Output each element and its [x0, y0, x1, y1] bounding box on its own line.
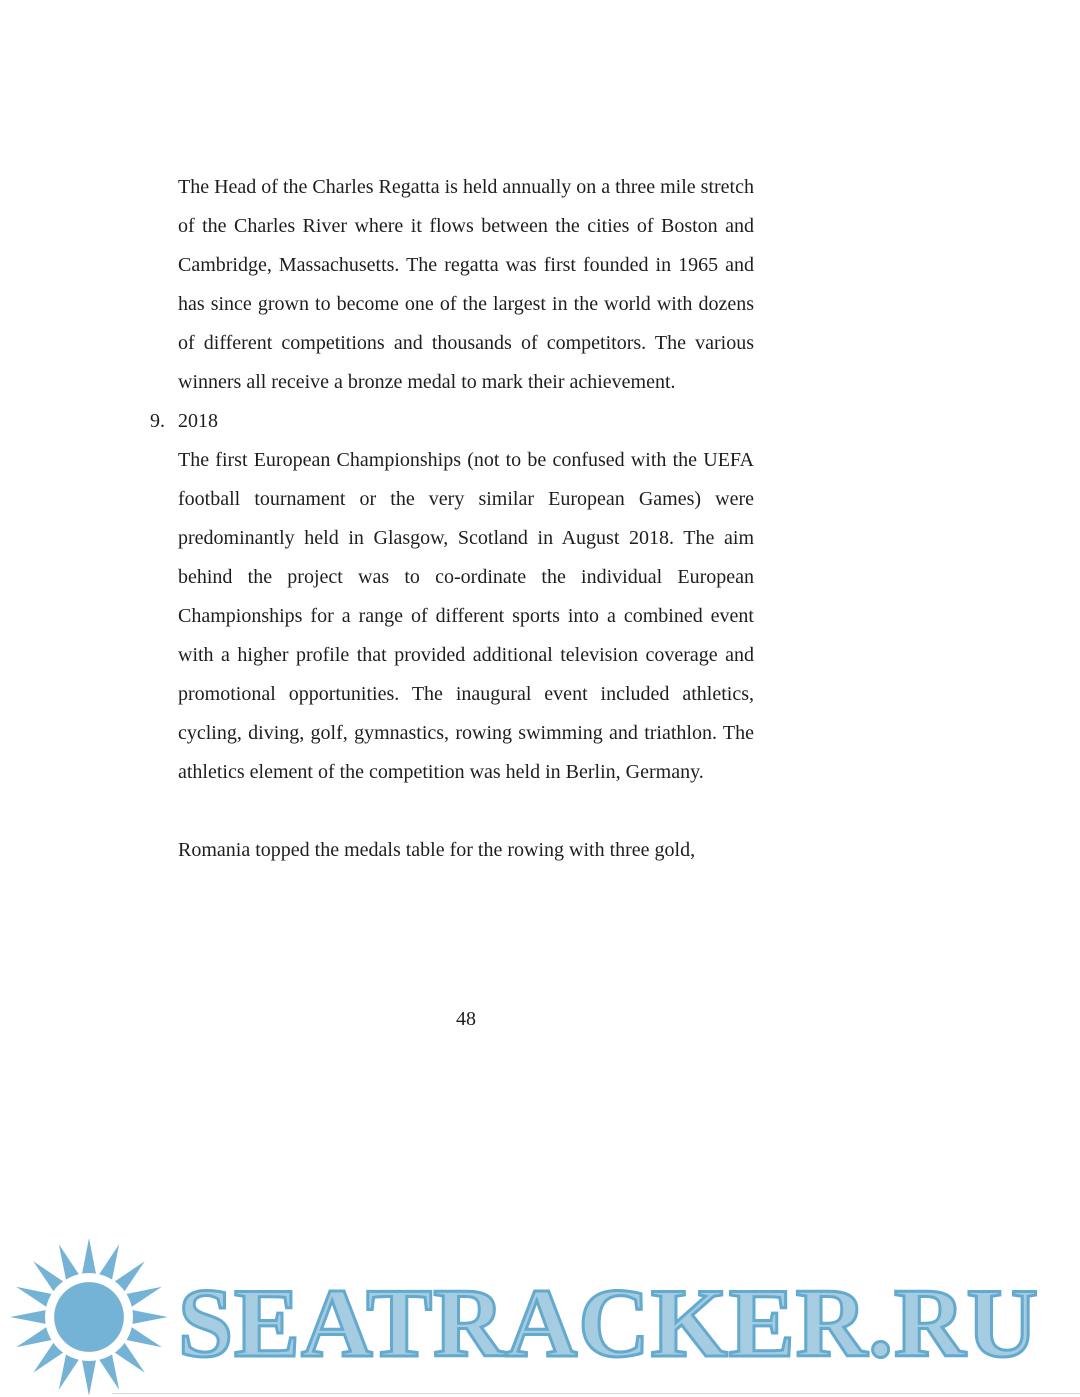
paragraph-regatta: The Head of the Charles Regatta is held annually on a three mile stretch of the Charles River where it flows between the cities of Boston and Cambridge, Massachusetts. The regatta was first founded in 1965 and has since grown to become one of the largest in the world with dozens of different competitions and thousands of competitors. The various winners all receive a bronze medal to mark their achievement.	[178, 176, 754, 393]
text-block	[150, 168, 754, 870]
list-item-number: 9.	[150, 410, 165, 432]
sun-icon	[6, 1234, 172, 1397]
watermark	[6, 1234, 1039, 1397]
bottom-rule	[112, 1393, 1080, 1394]
page-number: 48	[456, 1008, 476, 1030]
paragraph-romania: Romania topped the medals table for the rowing with three gold,	[178, 839, 696, 861]
blank-line	[178, 792, 754, 831]
sun-core	[54, 1282, 124, 1352]
list-item-title: 2018	[178, 410, 218, 432]
watermark-text: SEATRACKER.RU	[178, 1268, 1040, 1378]
list-item-9	[150, 402, 754, 441]
paragraph-championships: The first European Championships (not to be confused with the UEFA football tournament or the very similar European Games) were predominantly held in Glasgow, Scotland in August 2018. The aim behind the project was to co-ordinate the individual European Championships for a range of different sports into a combined event with a higher profile that provided additional television coverage and promotional opportunities. The inaugural event included athletics, cycling, diving, golf, gymnastics, rowing swimming and triathlon. The athletics element of the competition was held in Berlin, Germany.	[178, 449, 754, 783]
